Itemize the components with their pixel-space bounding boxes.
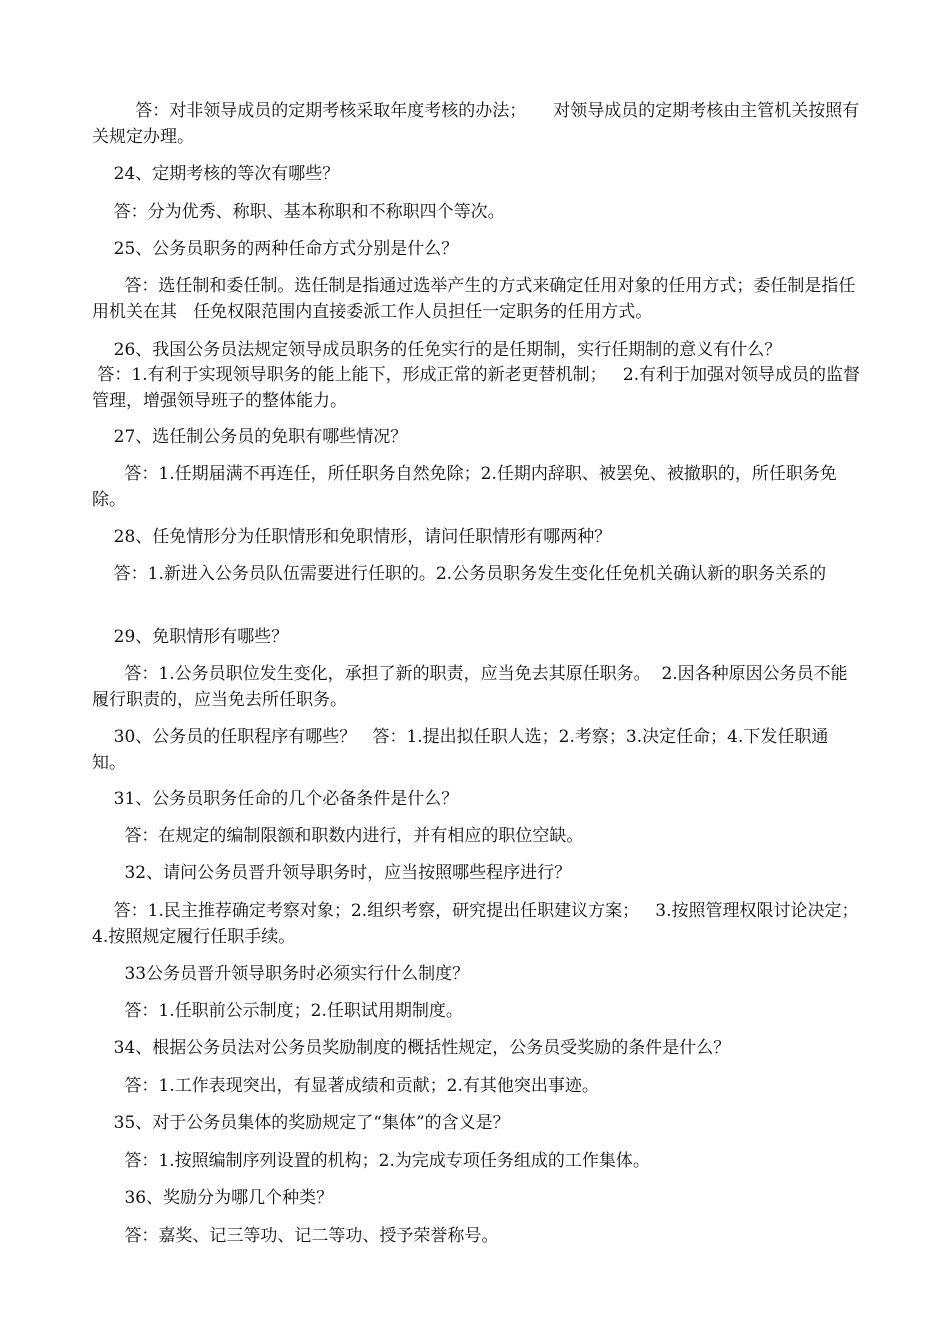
answer-25: 答：选任制和委任制。选任制是指通过选举产生的方式来确定任用对象的任用方式；委任制是指任用机关在其 任免权限范围内直接委派工作人员担任一定职务的任用方式。 — [92, 276, 856, 322]
answer-23: 答：对非领导成员的定期考核采取年度考核的办法； 对领导成员的定期考核由主管机关按照有关规定办理。 — [92, 101, 860, 147]
answer-34: 答：1.工作表现突出，有显著成绩和贡献；2.有其他突出事迹。 — [92, 1076, 599, 1096]
answer-28: 答：1.新进入公务员队伍需要进行任职的。2.公务员职务发生变化任免机关确认新的职务关系的 — [92, 564, 827, 584]
question-33: 33公务员晋升领导职务时必须实行什么制度？ — [92, 964, 470, 984]
question-32: 32、请问公务员晋升领导职务时，应当按照哪些程序进行？ — [92, 863, 572, 883]
question-25: 25、公务员职务的两种任命方式分别是什么？ — [92, 239, 459, 259]
question-35: 35、对于公务员集体的奖励规定了“集体”的含义是？ — [92, 1113, 510, 1133]
answer-31: 答：在规定的编制限额和职数内进行，并有相应的职位空缺。 — [92, 826, 584, 846]
answer-24: 答：分为优秀、称职、基本称职和不称职四个等次。 — [92, 202, 505, 222]
question-27: 27、选任制公务员的免职有哪些情况？ — [92, 427, 408, 447]
question-30: 30、公务员的任职程序有哪些？ 答：1.提出拟任职人选；2.考察；3.决定任命；4.下发任职通知。 — [92, 727, 829, 773]
answer-33: 答：1.任职前公示制度；2.任职试用期制度。 — [92, 1001, 463, 1021]
question-34: 34、根据公务员法对公务员奖励制度的概括性规定，公务员受奖励的条件是什么？ — [92, 1038, 731, 1058]
answer-26: 答：1.有利于实现领导职务的能上能下，形成正常的新老更替机制； 2.有利于加强对领导成员的监督管理，增强领导班子的整体能力。 — [92, 365, 861, 411]
question-31: 31、公务员职务任命的几个必备条件是什么？ — [92, 789, 459, 809]
answer-35: 答：1.按照编制序列设置的机构；2.为完成专项任务组成的工作集体。 — [92, 1151, 650, 1171]
question-36: 36、奖励分为哪几个种类？ — [92, 1188, 334, 1208]
question-29: 29、免职情形有哪些？ — [92, 627, 289, 647]
question-26: 26、我国公务员法规定领导成员职务的任免实行的是任期制，实行任期制的意义有什么？ — [92, 340, 782, 360]
answer-32: 答：1.民主推荐确定考察对象；2.组织考察，研究提出任职建议方案； 3.按照管理权限讨论决定；4.按照规定履行任职手续。 — [92, 901, 859, 947]
question-28: 28、任免情形分为任职情形和免职情形，请问任职情形有哪两种？ — [92, 527, 612, 547]
answer-36: 答：嘉奖、记三等功、记二等功、授予荣誉称号。 — [92, 1226, 499, 1246]
answer-27: 答：1.任期届满不再连任，所任职务自然免除；2.任期内辞职、被罢免、被撤职的，所任职务免除。 — [92, 464, 837, 510]
answer-29: 答：1.公务员职位发生变化，承担了新的职责，应当免去其原任职务。 2.因各种原因公务员不能履行职责的，应当免去所任职务。 — [92, 664, 848, 710]
question-24: 24、定期考核的等次有哪些？ — [92, 164, 340, 184]
